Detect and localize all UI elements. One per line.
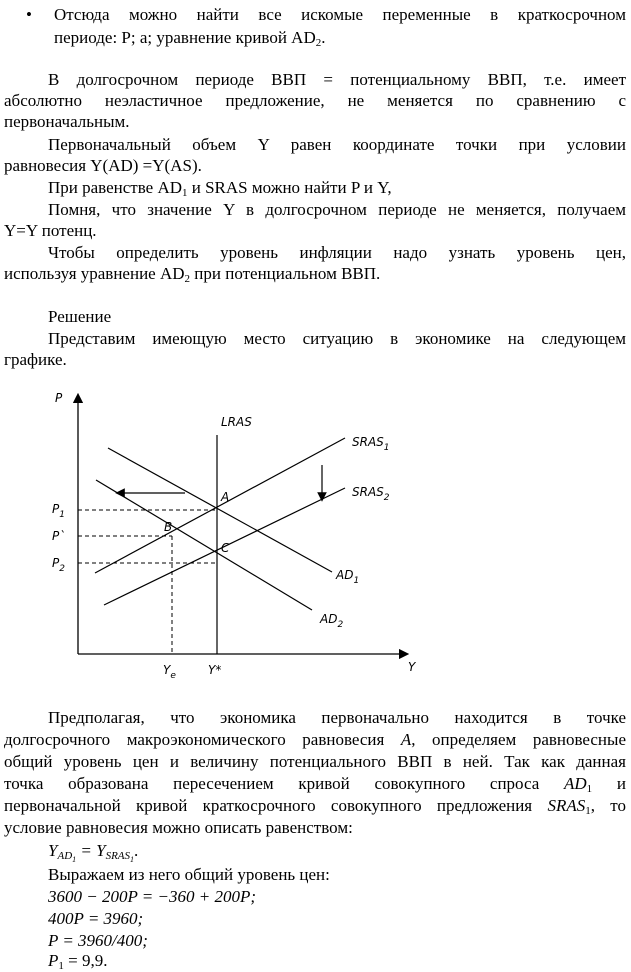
analysis-line-2: долгосрочного макроэкономического равновесия A, определяем равновесные — [4, 730, 626, 749]
paragraph-2-line-1: Первоначальный объем Y равен координате точки при условии — [48, 135, 626, 154]
lras-label: LRAS — [221, 415, 252, 429]
x-axis-label: Y — [408, 660, 416, 674]
analysis-line-7: Выражаем из него общий уровень цен: — [48, 865, 330, 884]
solution-line-1: Представим имеющую место ситуацию в экономике на следующем — [48, 329, 626, 348]
point-b-label: B — [164, 520, 173, 534]
analysis-line-4: точка образована пересечением кривой совокупного спроса $AD_1$ и — [4, 774, 626, 795]
pback-tick-label: P` — [52, 529, 66, 543]
bullet-line-2: периоде: P; a; уравнение кривой $AD_2$. — [54, 28, 326, 49]
as-ad-diagram — [0, 380, 631, 692]
paragraph-1-line-1: В долгосрочном периоде ВВП = потенциальному ВВП, т.е. имеет — [48, 70, 626, 89]
bullet-icon: • — [26, 5, 32, 24]
bullet-line-1: • Отсюда можно найти все искомые переменные в краткосрочном — [26, 5, 626, 24]
paragraph-1-line-3: первоначальным. — [4, 112, 130, 131]
sras1-curve — [95, 438, 345, 573]
analysis-line-6: условие равновесия можно описать равенством: — [4, 818, 353, 837]
analysis-line-5: первоначальной кривой краткосрочного совокупного предложения $SRAS_1$, то — [4, 796, 626, 817]
point-a-label: A — [221, 490, 230, 504]
sras2-label: $SRAS_2$ — [352, 485, 390, 503]
paragraph-2-line-2: равновесия Y(AD) =Y(AS). — [4, 156, 202, 175]
p2-tick-label: $P_2$ — [52, 556, 65, 574]
ye-tick-label: $Y_e$ — [163, 663, 176, 681]
equilibrium-equation: $Y_{AD_1} = Y_{SRAS_1}$. — [48, 841, 139, 864]
paragraph-4-line-2: Y=Y потенц. — [4, 221, 97, 240]
paragraph-4-line-1: Помня, что значение Y в долгосрочном периоде не меняется, получаем — [48, 200, 626, 219]
point-c-label: C — [221, 541, 230, 555]
equation-line-3: P = 3960/400; — [48, 931, 148, 950]
equation-line-1: 3600 − 200P = −360 + 200P; — [48, 887, 257, 906]
ad2-label: $AD_2$ — [320, 612, 344, 630]
p1-tick-label: $P_1$ — [52, 502, 65, 520]
ystar-tick-label: Y* — [208, 663, 222, 677]
solution-heading: Решение — [48, 307, 112, 326]
y-axis-label: P — [55, 391, 63, 405]
paragraph-5-line-2: используя уравнение $AD_2$ при потенциальном ВВП. — [4, 264, 381, 285]
equation-line-4: $P_1 = 9,9$. — [48, 951, 108, 972]
paragraph-3: При равенстве $AD_1$ и SRAS можно найти P и Y, — [48, 178, 392, 199]
equation-line-2: 400P = 3960; — [48, 909, 144, 928]
ad2-curve — [96, 480, 312, 610]
solution-line-2: графике. — [4, 350, 67, 369]
ad1-label: $AD_1$ — [336, 568, 360, 586]
paragraph-5-line-1: Чтобы определить уровень инфляции надо узнать уровень цен, — [48, 243, 626, 262]
analysis-line-1: Предполагая, что экономика первоначально находится в точке — [48, 708, 626, 727]
sras1-label: $SRAS_1$ — [352, 435, 390, 453]
paragraph-1-line-2: абсолютно неэластичное предложение, не меняется по сравнению с — [4, 91, 626, 110]
analysis-line-3: общий уровень цен и величину потенциального ВВП в ней. Так как данная — [4, 752, 626, 771]
